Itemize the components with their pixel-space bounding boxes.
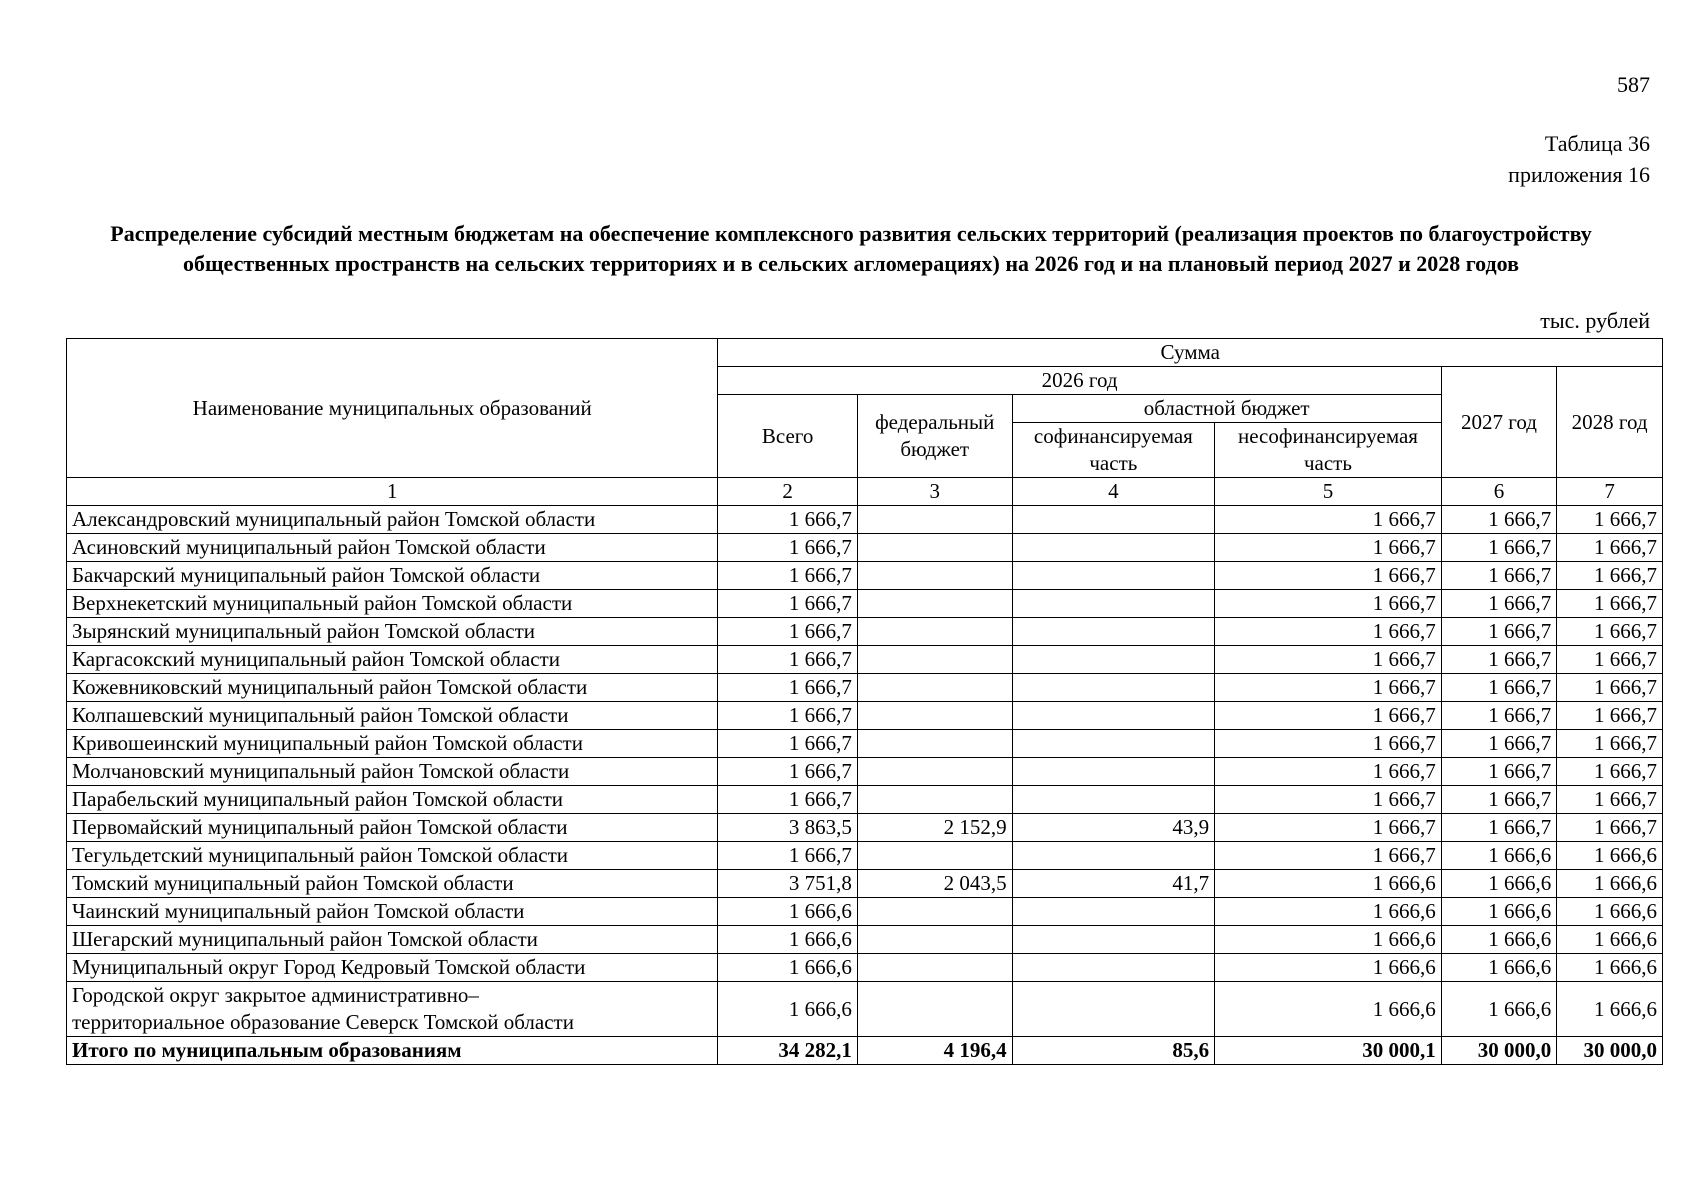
cell-total: 1 666,7 (718, 590, 857, 618)
cell-2027: 1 666,6 (1441, 842, 1556, 870)
cell-2027: 1 666,7 (1441, 562, 1556, 590)
cell-2027: 1 666,7 (1441, 646, 1556, 674)
cell-cofinanced (1012, 954, 1215, 982)
cell-total: 1 666,6 (718, 926, 857, 954)
cell-2028: 1 666,7 (1557, 758, 1663, 786)
cell-federal (857, 898, 1012, 926)
cell-2027: 1 666,7 (1441, 814, 1556, 842)
cell-2027: 1 666,7 (1441, 786, 1556, 814)
cell-federal (857, 702, 1012, 730)
cell-federal (857, 926, 1012, 954)
cell-total: 1 666,7 (718, 702, 857, 730)
cell-total: 1 666,7 (718, 506, 857, 534)
table-row (67, 618, 1663, 646)
cell-cofinanced (1012, 646, 1215, 674)
cell-federal (857, 534, 1012, 562)
cell-2028: 1 666,7 (1557, 814, 1663, 842)
municipality-name: Чаинский муниципальный район Томской области (67, 898, 718, 926)
table-row (67, 898, 1663, 926)
page-number: 587 (1617, 72, 1650, 97)
table-row (67, 870, 1663, 898)
municipality-name: Каргасокский муниципальный район Томской области (67, 646, 718, 674)
municipality-name: Томский муниципальный район Томской области (67, 870, 718, 898)
table-row (67, 534, 1663, 562)
table-row (67, 926, 1663, 954)
cell-federal (857, 646, 1012, 674)
subsidy-table (66, 338, 1663, 1065)
cell-2027: 1 666,7 (1441, 702, 1556, 730)
header-total: Всего (718, 395, 857, 478)
cell-non-cofinanced: 1 666,7 (1215, 506, 1442, 534)
cell-total: 3 863,5 (718, 814, 857, 842)
cell-2027: 1 666,7 (1441, 506, 1556, 534)
table-footer (67, 982, 1663, 1065)
municipality-name: Верхнекетский муниципальный район Томской области (67, 590, 718, 618)
cell-2028: 1 666,6 (1557, 926, 1663, 954)
header-cofinanced: софинансируемая часть (1012, 423, 1215, 478)
table-row (67, 730, 1663, 758)
column-number: 5 (1215, 478, 1442, 506)
total-label: Итого по муниципальным образованиям (67, 1037, 718, 1065)
cell-federal (857, 982, 1012, 1037)
table-row (67, 842, 1663, 870)
cell-cofinanced (1012, 842, 1215, 870)
cell-cofinanced (1012, 618, 1215, 646)
cell-2027: 1 666,6 (1441, 926, 1556, 954)
municipality-name-line: территориальное образование Северск Томской области (72, 1010, 574, 1034)
table-row (67, 758, 1663, 786)
cell-cofinanced (1012, 730, 1215, 758)
cell-2028: 1 666,7 (1557, 618, 1663, 646)
cell-cofinanced (1012, 702, 1215, 730)
cell-2027: 1 666,7 (1441, 590, 1556, 618)
header-name: Наименование муниципальных образований (67, 339, 718, 478)
cell-non-cofinanced: 1 666,7 (1215, 590, 1442, 618)
cell-2028: 1 666,7 (1557, 534, 1663, 562)
table-row (67, 590, 1663, 618)
table-body (67, 506, 1663, 982)
table-row (67, 814, 1663, 842)
cell-total: 1 666,7 (718, 842, 857, 870)
cell-2027: 1 666,6 (1441, 954, 1556, 982)
cell-2028: 1 666,7 (1557, 506, 1663, 534)
cell-2028: 1 666,7 (1557, 590, 1663, 618)
table-row (67, 562, 1663, 590)
cell-federal (857, 562, 1012, 590)
cell-non-cofinanced: 1 666,7 (1215, 758, 1442, 786)
cell-non-cofinanced: 1 666,7 (1215, 534, 1442, 562)
cell-cofinanced (1012, 926, 1215, 954)
cell-non-cofinanced: 1 666,6 (1215, 982, 1442, 1037)
cell-2027: 1 666,7 (1441, 534, 1556, 562)
cell-non-cofinanced: 1 666,7 (1215, 674, 1442, 702)
municipality-name: Колпашевский муниципальный район Томской области (67, 702, 718, 730)
municipality-name: Шегарский муниципальный район Томской области (67, 926, 718, 954)
cell-total: 1 666,6 (718, 898, 857, 926)
cell-non-cofinanced: 1 666,6 (1215, 954, 1442, 982)
header-non-cofinanced: несофинансируемая часть (1215, 423, 1442, 478)
cell-non-cofinanced: 1 666,7 (1215, 730, 1442, 758)
cell-federal (857, 842, 1012, 870)
cell-2027: 1 666,7 (1441, 730, 1556, 758)
total-cell: 34 282,1 (718, 1037, 857, 1065)
cell-cofinanced (1012, 590, 1215, 618)
cell-2027: 1 666,7 (1441, 618, 1556, 646)
total-cell: 85,6 (1012, 1037, 1215, 1065)
cell-federal (857, 506, 1012, 534)
header-year-2028: 2028 год (1557, 367, 1663, 478)
cell-non-cofinanced: 1 666,7 (1215, 786, 1442, 814)
cell-2028: 1 666,7 (1557, 562, 1663, 590)
municipality-name-line: Городской округ закрытое административно– (72, 983, 479, 1007)
cell-cofinanced (1012, 506, 1215, 534)
cell-federal (857, 954, 1012, 982)
total-cell: 4 196,4 (857, 1037, 1012, 1065)
column-number: 2 (718, 478, 857, 506)
header-federal: федеральный бюджет (857, 395, 1012, 478)
total-cell: 30 000,1 (1215, 1037, 1442, 1065)
cell-total: 1 666,7 (718, 674, 857, 702)
total-cell: 30 000,0 (1557, 1037, 1663, 1065)
cell-non-cofinanced: 1 666,7 (1215, 562, 1442, 590)
municipality-name: Муниципальный округ Город Кедровый Томской области (67, 954, 718, 982)
cell-non-cofinanced: 1 666,7 (1215, 814, 1442, 842)
cell-2028: 1 666,6 (1557, 982, 1663, 1037)
cell-non-cofinanced: 1 666,7 (1215, 646, 1442, 674)
cell-non-cofinanced: 1 666,7 (1215, 842, 1442, 870)
municipality-name: Кожевниковский муниципальный район Томской области (67, 674, 718, 702)
cell-2028: 1 666,7 (1557, 646, 1663, 674)
cell-non-cofinanced: 1 666,7 (1215, 702, 1442, 730)
total-cell: 30 000,0 (1441, 1037, 1556, 1065)
cell-total: 1 666,7 (718, 562, 857, 590)
column-number: 7 (1557, 478, 1663, 506)
cell-2028: 1 666,6 (1557, 898, 1663, 926)
table-row (67, 786, 1663, 814)
cell-non-cofinanced: 1 666,6 (1215, 926, 1442, 954)
column-number: 3 (857, 478, 1012, 506)
cell-total: 1 666,7 (718, 534, 857, 562)
municipality-name: Парабельский муниципальный район Томской области (67, 786, 718, 814)
cell-total: 1 666,7 (718, 618, 857, 646)
header-regional: областной бюджет (1012, 395, 1441, 423)
municipality-name: Бакчарский муниципальный район Томской области (67, 562, 718, 590)
cell-2027: 1 666,6 (1441, 898, 1556, 926)
cell-cofinanced (1012, 898, 1215, 926)
cell-federal (857, 758, 1012, 786)
cell-federal: 2 152,9 (857, 814, 1012, 842)
cell-cofinanced (1012, 562, 1215, 590)
table-row (67, 702, 1663, 730)
cell-federal (857, 618, 1012, 646)
table-label: Таблица 36 (1544, 131, 1650, 156)
cell-2028: 1 666,7 (1557, 674, 1663, 702)
table-row (67, 954, 1663, 982)
cell-total: 1 666,7 (718, 758, 857, 786)
table-caption (1508, 128, 1650, 190)
cell-2028: 1 666,6 (1557, 954, 1663, 982)
cell-federal (857, 786, 1012, 814)
cell-cofinanced: 43,9 (1012, 814, 1215, 842)
municipality-name: Асиновский муниципальный район Томской области (67, 534, 718, 562)
municipality-name: Кривошеинский муниципальный район Томской области (67, 730, 718, 758)
cell-non-cofinanced: 1 666,6 (1215, 898, 1442, 926)
table-row (67, 674, 1663, 702)
cell-federal (857, 730, 1012, 758)
cell-non-cofinanced: 1 666,7 (1215, 618, 1442, 646)
document-title: Распределение субсидий местным бюджетам на обеспечение комплексного развития сельских территорий (реализация проектов по благоустройству общественных пространств на сельских территориях и в сельских агломерациях) на 2026 год и на плановый период 2027 и 2028 годов (110, 221, 1592, 276)
cell-total: 3 751,8 (718, 870, 857, 898)
table-row (67, 646, 1663, 674)
cell-cofinanced: 41,7 (1012, 870, 1215, 898)
cell-cofinanced (1012, 786, 1215, 814)
cell-cofinanced (1012, 982, 1215, 1037)
cell-2028: 1 666,6 (1557, 842, 1663, 870)
cell-cofinanced (1012, 758, 1215, 786)
total-row (67, 1037, 1663, 1065)
municipality-name: Тегульдетский муниципальный район Томской области (67, 842, 718, 870)
cell-federal: 2 043,5 (857, 870, 1012, 898)
cell-2028: 1 666,7 (1557, 786, 1663, 814)
table-row (67, 506, 1663, 534)
column-number-row (67, 478, 1663, 506)
municipality-name: Зырянский муниципальный район Томской области (67, 618, 718, 646)
column-number: 4 (1012, 478, 1215, 506)
cell-2028: 1 666,7 (1557, 730, 1663, 758)
header-year-2026: 2026 год (718, 367, 1441, 395)
cell-federal (857, 590, 1012, 618)
cell-2028: 1 666,6 (1557, 870, 1663, 898)
cell-total: 1 666,7 (718, 786, 857, 814)
cell-federal (857, 674, 1012, 702)
cell-2027: 1 666,7 (1441, 674, 1556, 702)
municipality-name (67, 982, 718, 1037)
seversk-row (67, 982, 1663, 1037)
cell-cofinanced (1012, 674, 1215, 702)
cell-non-cofinanced: 1 666,6 (1215, 870, 1442, 898)
header-year-2027: 2027 год (1441, 367, 1556, 478)
cell-total: 1 666,6 (718, 982, 857, 1037)
municipality-name: Александровский муниципальный район Томской области (67, 506, 718, 534)
cell-total: 1 666,7 (718, 646, 857, 674)
cell-2028: 1 666,7 (1557, 702, 1663, 730)
cell-total: 1 666,7 (718, 730, 857, 758)
cell-2027: 1 666,7 (1441, 758, 1556, 786)
municipality-name: Молчановский муниципальный район Томской области (67, 758, 718, 786)
cell-2027: 1 666,6 (1441, 870, 1556, 898)
cell-total: 1 666,6 (718, 954, 857, 982)
units-label: тыс. рублей (1540, 308, 1650, 333)
appendix-label: приложения 16 (1508, 162, 1650, 187)
municipality-name: Первомайский муниципальный район Томской области (67, 814, 718, 842)
cell-2027: 1 666,6 (1441, 982, 1556, 1037)
cell-cofinanced (1012, 534, 1215, 562)
header-sum: Сумма (718, 339, 1663, 367)
column-number: 1 (67, 478, 718, 506)
column-number: 6 (1441, 478, 1556, 506)
